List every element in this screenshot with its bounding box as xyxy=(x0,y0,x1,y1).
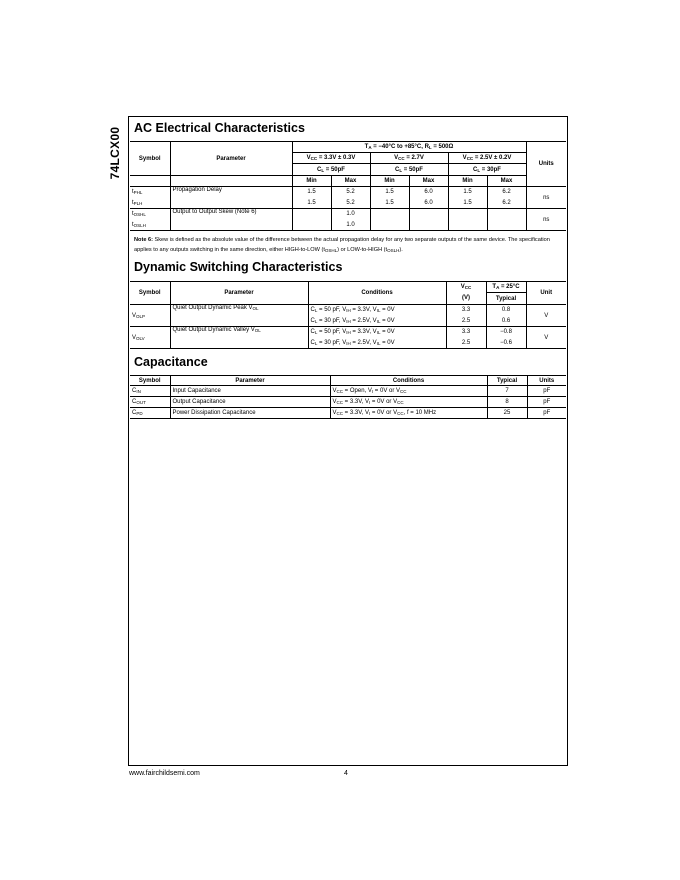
symbol-subscript: PD xyxy=(136,411,143,416)
ac-hdr-parameter: Parameter xyxy=(170,142,292,176)
dyn-hdr-vcc: $V_{CC}$ xyxy=(446,282,486,293)
condition-part: = 30 pF, V xyxy=(317,317,347,324)
cap-parameter: Power Dissipation Capacitance xyxy=(170,408,330,419)
ac-value xyxy=(409,220,448,231)
ac-value xyxy=(292,220,331,231)
dyn-table xyxy=(130,281,566,349)
symbol-text: V xyxy=(132,312,137,319)
condition-part: = 3.3V, V xyxy=(343,399,369,405)
ac-max-header: Max xyxy=(487,176,526,187)
vcc-sub: CC xyxy=(310,156,318,161)
cl-sub: L xyxy=(477,167,481,173)
dyn-section-title: Dynamic Switching Characteristics xyxy=(134,260,343,274)
ac-symbol xyxy=(130,187,170,198)
ac-minmax-row xyxy=(130,176,566,187)
dyn-symbol xyxy=(130,327,170,349)
param-text: Quiet Output Dynamic Valley V xyxy=(172,327,255,333)
symbol-text: t xyxy=(132,221,134,228)
dyn-typical: −0.8 xyxy=(486,327,526,338)
condition-part: C xyxy=(310,329,315,336)
symbol-text: t xyxy=(132,189,134,196)
dyn-condition xyxy=(308,327,446,338)
condition-part: = 0V xyxy=(380,329,395,336)
condition-part: = 0V or V xyxy=(370,410,398,416)
condition-part: V xyxy=(332,388,337,394)
ac-value: 1.5 xyxy=(292,198,331,209)
cap-hdr-conditions: Conditions xyxy=(330,376,487,386)
ac-section-title: AC Electrical Characteristics xyxy=(134,121,305,135)
vcc-val: = 3.3V ± 0.3V xyxy=(317,155,356,161)
ac-min-header: Min xyxy=(448,176,487,187)
vcc-sym: V xyxy=(462,155,467,161)
vcc-val: = 2.5V ± 0.2V xyxy=(473,155,512,161)
vcc-sym: V xyxy=(394,155,399,161)
condition-part: = 3.3V, V xyxy=(350,307,377,314)
ac-hdr-conditions: $T_A = -40^\circ C$ to +85°C, $R_L = 500\Omega$ xyxy=(292,142,526,153)
param-text: Quiet Output Dynamic Peak V xyxy=(172,305,253,311)
symbol-subscript: OSLH xyxy=(133,222,146,228)
ac-row-1-a xyxy=(130,209,566,220)
vcc-sub: CC xyxy=(466,156,474,161)
condition-part: IH xyxy=(346,318,351,324)
cap-hdr-units: Units xyxy=(527,376,566,386)
ac-table xyxy=(130,141,566,231)
ac-value: 1.5 xyxy=(448,187,487,198)
ac-value xyxy=(370,209,409,220)
condition-part: L xyxy=(314,308,318,314)
dyn-row-1-a xyxy=(130,327,566,338)
ac-hdr-units: Units xyxy=(526,142,566,187)
cap-symbol xyxy=(130,408,170,419)
dyn-typical: 0.8 xyxy=(486,305,526,316)
condition-part: IH xyxy=(346,330,351,336)
dyn-condition xyxy=(308,316,446,327)
ac-value: 6.0 xyxy=(409,198,448,209)
ac-value: 5.2 xyxy=(331,198,370,209)
dyn-hdr-vcc-unit: (V) xyxy=(446,293,486,305)
condition-part: = 50 pF, V xyxy=(317,307,347,314)
ac-value: 6.2 xyxy=(487,187,526,198)
cap-condition xyxy=(330,408,487,419)
dyn-vcc: 3.3 xyxy=(446,305,486,316)
condition-part: = 3.3V, V xyxy=(350,329,377,336)
cap-table xyxy=(130,375,566,419)
condition-part: CC xyxy=(400,389,407,394)
cap-condition xyxy=(330,386,487,397)
ac-unit: ns xyxy=(526,187,566,209)
ac-parameter: Propagation Delay xyxy=(170,187,292,209)
cap-body xyxy=(130,386,566,419)
condition-part: = 3.3V, V xyxy=(343,410,369,416)
ac-value: 1.0 xyxy=(331,209,370,220)
cap-typical: 7 xyxy=(487,386,527,397)
ac-value: 1.5 xyxy=(448,198,487,209)
ac-hdr-symbol: Symbol xyxy=(130,142,170,176)
dyn-hdr-symbol: Symbol xyxy=(130,282,170,305)
cl-val: = 50pF xyxy=(324,166,345,173)
dyn-unit: V xyxy=(526,327,566,349)
cap-row-2 xyxy=(130,408,566,419)
dyn-typical: 0.6 xyxy=(486,316,526,327)
ac-value xyxy=(409,209,448,220)
condition-part: I xyxy=(371,389,374,394)
condition-part: = Open, V xyxy=(343,388,372,394)
footer-page-number: 4 xyxy=(344,770,348,777)
condition-part: CC xyxy=(336,389,344,394)
symbol-text: C xyxy=(132,410,137,416)
cl-sym: C xyxy=(473,166,478,173)
ac-cl-group-2 xyxy=(448,164,526,176)
symbol-subscript: OLP xyxy=(136,313,146,319)
ac-value: 1.0 xyxy=(331,220,370,231)
condition-part: V xyxy=(332,410,337,416)
dyn-hdr-typical: Typical xyxy=(486,293,526,305)
dyn-condition xyxy=(308,305,446,316)
condition-part: IH xyxy=(346,340,351,346)
symbol-text: t xyxy=(132,211,134,218)
cap-section-title: Capacitance xyxy=(134,355,208,369)
ac-value xyxy=(292,209,331,220)
ac-body xyxy=(130,187,566,231)
part-number-text: 74LCX00 xyxy=(108,126,122,180)
ac-vcc-group-1 xyxy=(370,153,448,164)
cap-hdr-symbol: Symbol xyxy=(130,376,170,386)
condition-part: CC xyxy=(397,411,404,416)
dyn-parameter xyxy=(170,327,308,349)
condition-part: CC xyxy=(336,411,344,416)
dyn-hdr-conditions: Conditions xyxy=(308,282,446,305)
condition-part: = 0V or V xyxy=(373,388,400,394)
condition-part: L xyxy=(314,340,318,346)
symbol-subscript: OSHL xyxy=(133,212,146,218)
ac-vcc-group-0 xyxy=(292,153,370,164)
dyn-symbol xyxy=(130,305,170,327)
dyn-body xyxy=(130,305,566,349)
condition-part: = 0V xyxy=(380,317,395,324)
vcc-sym: V xyxy=(306,155,311,161)
ac-row-0-a xyxy=(130,187,566,198)
dyn-unit: V xyxy=(526,305,566,327)
cap-parameter: Output Capacitance xyxy=(170,397,330,408)
cap-unit: pF xyxy=(527,397,566,408)
ac-cl-group-1 xyxy=(370,164,448,176)
dyn-hdr-parameter: Parameter xyxy=(170,282,308,305)
symbol-subscript: PLH xyxy=(133,200,143,206)
cl-sym: C xyxy=(317,166,322,173)
condition-part: IL xyxy=(376,340,381,346)
footer-website: www.fairchildsemi.com xyxy=(129,770,200,777)
ac-value xyxy=(487,209,526,220)
condition-part: I xyxy=(368,400,371,405)
condition-part: = 2.5V, V xyxy=(350,339,377,346)
ac-value: 6.2 xyxy=(487,198,526,209)
ac-value: 1.5 xyxy=(292,187,331,198)
dyn-hdr-ta: $T_A = 25^\circ C$ xyxy=(486,282,526,293)
ac-value xyxy=(370,220,409,231)
part-number-side-label xyxy=(104,118,126,188)
cap-symbol xyxy=(130,397,170,408)
cap-hdr-typical: Typical xyxy=(487,376,527,386)
ac-max-header: Max xyxy=(409,176,448,187)
symbol-text: C xyxy=(132,388,137,394)
cap-typical: 25 xyxy=(487,408,527,419)
condition-part: CC xyxy=(397,400,404,405)
ac-value xyxy=(487,220,526,231)
symbol-text: C xyxy=(132,399,137,405)
condition-part: C xyxy=(310,307,315,314)
condition-part: = 0V or V xyxy=(370,399,398,405)
ac-min-header: Min xyxy=(292,176,331,187)
ac-symbol xyxy=(130,209,170,220)
ac-symbol xyxy=(130,198,170,209)
cl-sub: L xyxy=(321,167,325,173)
ac-min-header: Min xyxy=(370,176,409,187)
dyn-row-0-a xyxy=(130,305,566,316)
cap-symbol xyxy=(130,386,170,397)
ac-parameter: Output to Output Skew (Note 6) xyxy=(170,209,292,231)
ac-unit: ns xyxy=(526,209,566,231)
condition-part: = 2.5V, V xyxy=(350,317,377,324)
cap-unit: pF xyxy=(527,386,566,397)
ac-max-header: Max xyxy=(331,176,370,187)
ac-vcc-group-2 xyxy=(448,153,526,164)
condition-part: V xyxy=(332,399,337,405)
condition-part: = 30 pF, V xyxy=(317,339,347,346)
cap-hdr-parameter: Parameter xyxy=(170,376,330,386)
cap-typical: 8 xyxy=(487,397,527,408)
cap-row-0 xyxy=(130,386,566,397)
vcc-val: = 2.7V xyxy=(404,155,424,161)
condition-part: IH xyxy=(346,308,351,314)
condition-part: = 50 pF, V xyxy=(317,329,347,336)
ac-value: 6.0 xyxy=(409,187,448,198)
cap-condition xyxy=(330,397,487,408)
ac-value xyxy=(448,220,487,231)
dyn-parameter xyxy=(170,305,308,327)
ac-symbol xyxy=(130,220,170,231)
ac-value: 1.5 xyxy=(370,198,409,209)
param-sub: OL xyxy=(252,306,259,311)
dyn-hdr-unit: Unit xyxy=(526,282,566,305)
dyn-typical: −0.6 xyxy=(486,338,526,349)
ac-cl-group-0 xyxy=(292,164,370,176)
dyn-condition xyxy=(308,338,446,349)
cl-val: = 50pF xyxy=(402,166,423,173)
cap-row-1 xyxy=(130,397,566,408)
cl-val: = 30pF xyxy=(480,166,501,173)
symbol-subscript: IN xyxy=(136,389,141,394)
dyn-vcc: 3.3 xyxy=(446,327,486,338)
param-sub: OL xyxy=(254,328,261,333)
cap-unit: pF xyxy=(527,408,566,419)
cap-parameter: Input Capacitance xyxy=(170,386,330,397)
condition-part: IL xyxy=(376,318,381,324)
vcc-sub: CC xyxy=(398,156,405,161)
condition-part: L xyxy=(314,330,318,336)
condition-part: C xyxy=(310,339,315,346)
condition-part: , f = 10 MHz xyxy=(403,410,437,416)
note-6: Note 6: Skew is defined as the absolute value of the difference between the actual propagation delay for any two separate outputs of the same device. The specification applies to any outputs switching in the same direction, either HIGH-to-LOW $(t_{OSHL})$ or LOW-to-HIGH $(t_{OSLH})$. xyxy=(134,237,550,253)
condition-part: I xyxy=(368,411,371,416)
condition-part: = 0V xyxy=(380,307,395,314)
dyn-vcc: 2.5 xyxy=(446,316,486,327)
condition-part: L xyxy=(314,318,318,324)
condition-part: CC xyxy=(336,400,344,405)
dyn-vcc: 2.5 xyxy=(446,338,486,349)
condition-part: IL xyxy=(376,330,381,336)
condition-part: C xyxy=(310,317,315,324)
symbol-subscript: PHL xyxy=(133,190,143,196)
condition-part: = 0V xyxy=(380,339,395,346)
condition-part: IL xyxy=(376,308,381,314)
symbol-text: V xyxy=(132,334,137,341)
ac-value xyxy=(448,209,487,220)
ac-value: 5.2 xyxy=(331,187,370,198)
symbol-subscript: OUT xyxy=(136,400,146,405)
ac-value: 1.5 xyxy=(370,187,409,198)
symbol-subscript: OLV xyxy=(136,335,145,341)
cl-sub: L xyxy=(399,167,403,173)
symbol-text: t xyxy=(132,199,134,206)
cl-sym: C xyxy=(395,166,400,173)
